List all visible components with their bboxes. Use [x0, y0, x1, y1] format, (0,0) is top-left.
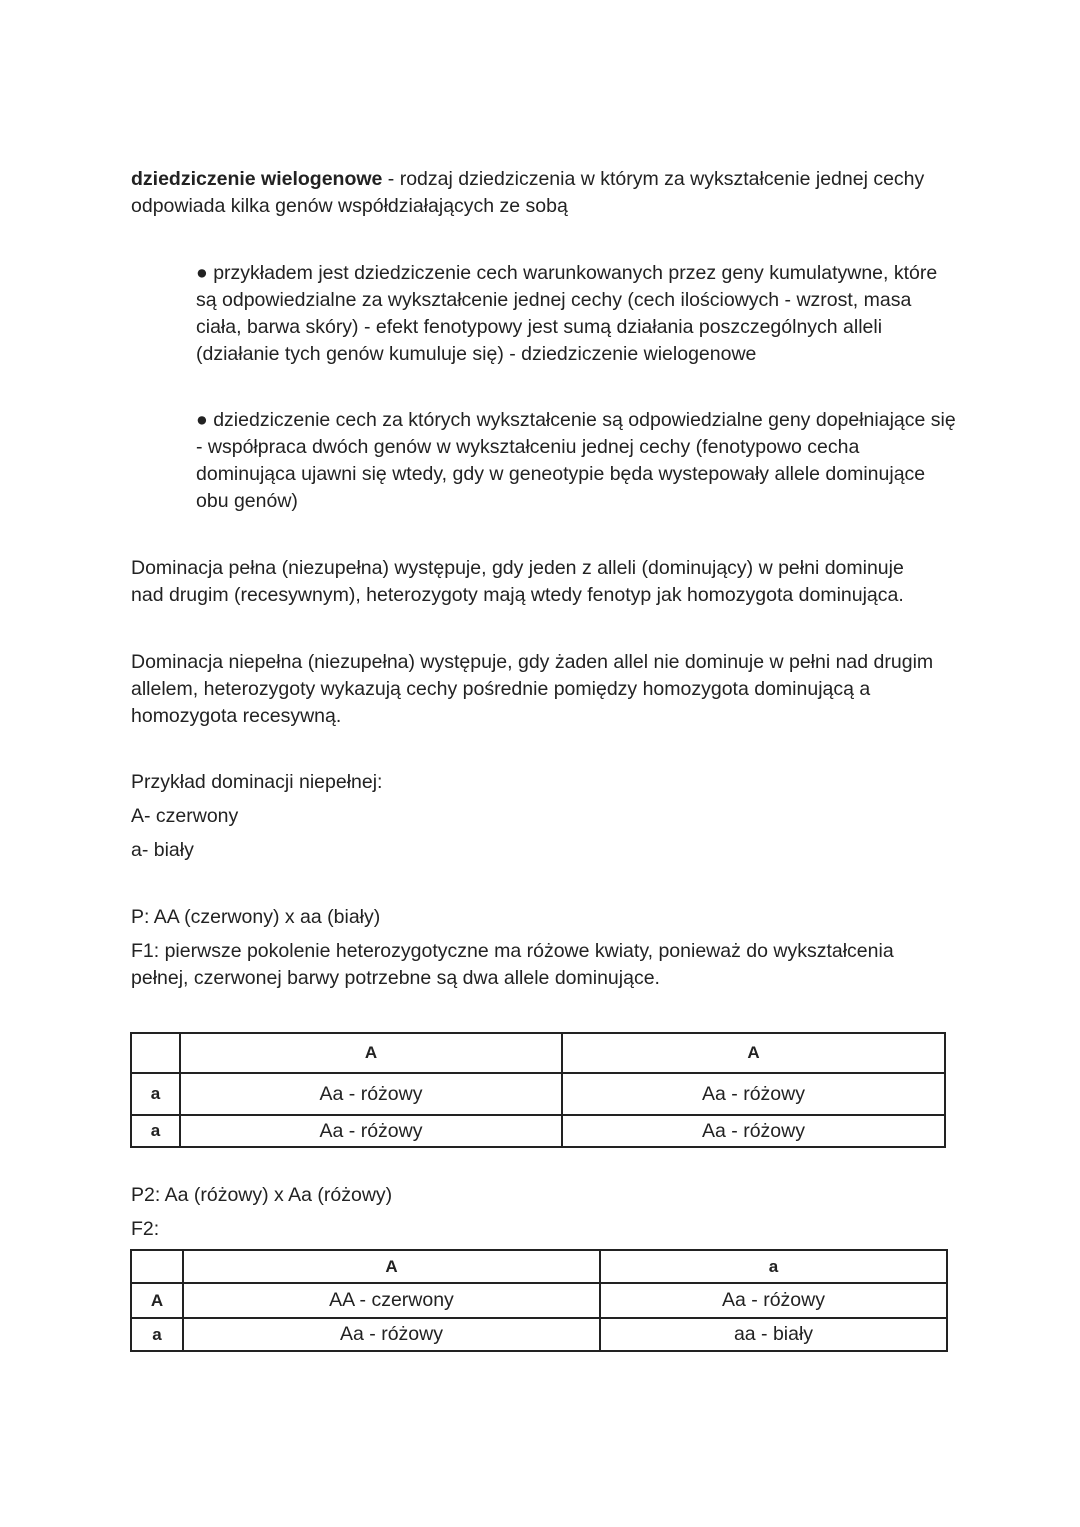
allele-recessive-label: a- biały — [131, 839, 194, 861]
f2-label: F2: — [131, 1218, 160, 1240]
column-header: A — [180, 1033, 562, 1073]
row-header: a — [131, 1318, 183, 1351]
column-header: A — [562, 1033, 945, 1073]
p2-cross-line: P2: Aa (różowy) x Aa (różowy) — [131, 1184, 393, 1206]
intro-term: dziedziczenie wielogenowe — [131, 168, 383, 190]
incomplete-dominance-paragraph: Dominacja niepełna (niezupełna) występuje, gdy żaden allel nie dominuje w pełni nad drugim allelem, heterozygoty wykazują cechy pośrednie pomiędzy homozygota dominującą a homozygota recesywną. — [131, 651, 934, 727]
table-cell: Aa - różowy — [600, 1283, 947, 1318]
table-cell: Aa - różowy — [183, 1318, 600, 1351]
table-corner-cell — [131, 1033, 180, 1073]
full-dominance-paragraph: Dominacja pełna (niezupełna) występuje, gdy jeden z alleli (dominujący) w pełni dominuje nad drugim (recesywnym), heterozygoty mają wtedy fenotyp jak homozygota dominująca. — [131, 557, 904, 606]
row-header: a — [131, 1115, 180, 1147]
table-cell: Aa - różowy — [562, 1115, 945, 1147]
table-cell: AA - czerwony — [183, 1283, 600, 1318]
p-cross-line: P: AA (czerwony) x aa (biały) — [131, 906, 381, 928]
table-cell: Aa - różowy — [180, 1073, 562, 1115]
bullet-complementary-genes: ● dziedziczenie cech za których wykształcenie są odpowiedzialne geny dopełniające się - współpraca dwóch genów w wykształceniu jednej cechy (fenotypowo cecha dominująca ujawni się wtedy, gdy w geneotypie będa wystepowały allele dominujące obu genów) — [196, 409, 956, 512]
column-header: A — [183, 1250, 600, 1283]
table-corner-cell — [131, 1250, 183, 1283]
table-cell: Aa - różowy — [180, 1115, 562, 1147]
punnett-table-f2 — [130, 1249, 948, 1352]
allele-dominant-label: A- czerwony — [131, 805, 239, 827]
row-header: A — [131, 1283, 183, 1318]
f1-description: F1: pierwsze pokolenie heterozygotyczne ma różowe kwiaty, ponieważ do wykształcenia pełnej, czerwonej barwy potrzebne są dwa allele dominujące. — [131, 940, 894, 989]
table-cell: Aa - różowy — [562, 1073, 945, 1115]
column-header: a — [600, 1250, 947, 1283]
bullet-cumulative-genes: ● przykładem jest dziedziczenie cech warunkowanych przez geny kumulatywne, które są odpowiedzialne za wykształcenie jednej cechy (cech ilościowych - wzrost, masa ciała, barwa skóry) - efekt fenotypowy jest sumą działania poszczególnych alleli (działanie tych genów kumuluje się) - dziedziczenie wielogenowe — [196, 262, 938, 365]
intro-definition: - rodzaj dziedziczenia w którym za wykształcenie jednej cechy odpowiada kilka genów współdziałających ze sobą — [131, 168, 925, 217]
example-heading: Przykład dominacji niepełnej: — [131, 771, 383, 793]
intro-paragraph — [131, 166, 941, 220]
punnett-table-f1 — [130, 1032, 946, 1148]
table-cell: aa - biały — [600, 1318, 947, 1351]
row-header: a — [131, 1073, 180, 1115]
